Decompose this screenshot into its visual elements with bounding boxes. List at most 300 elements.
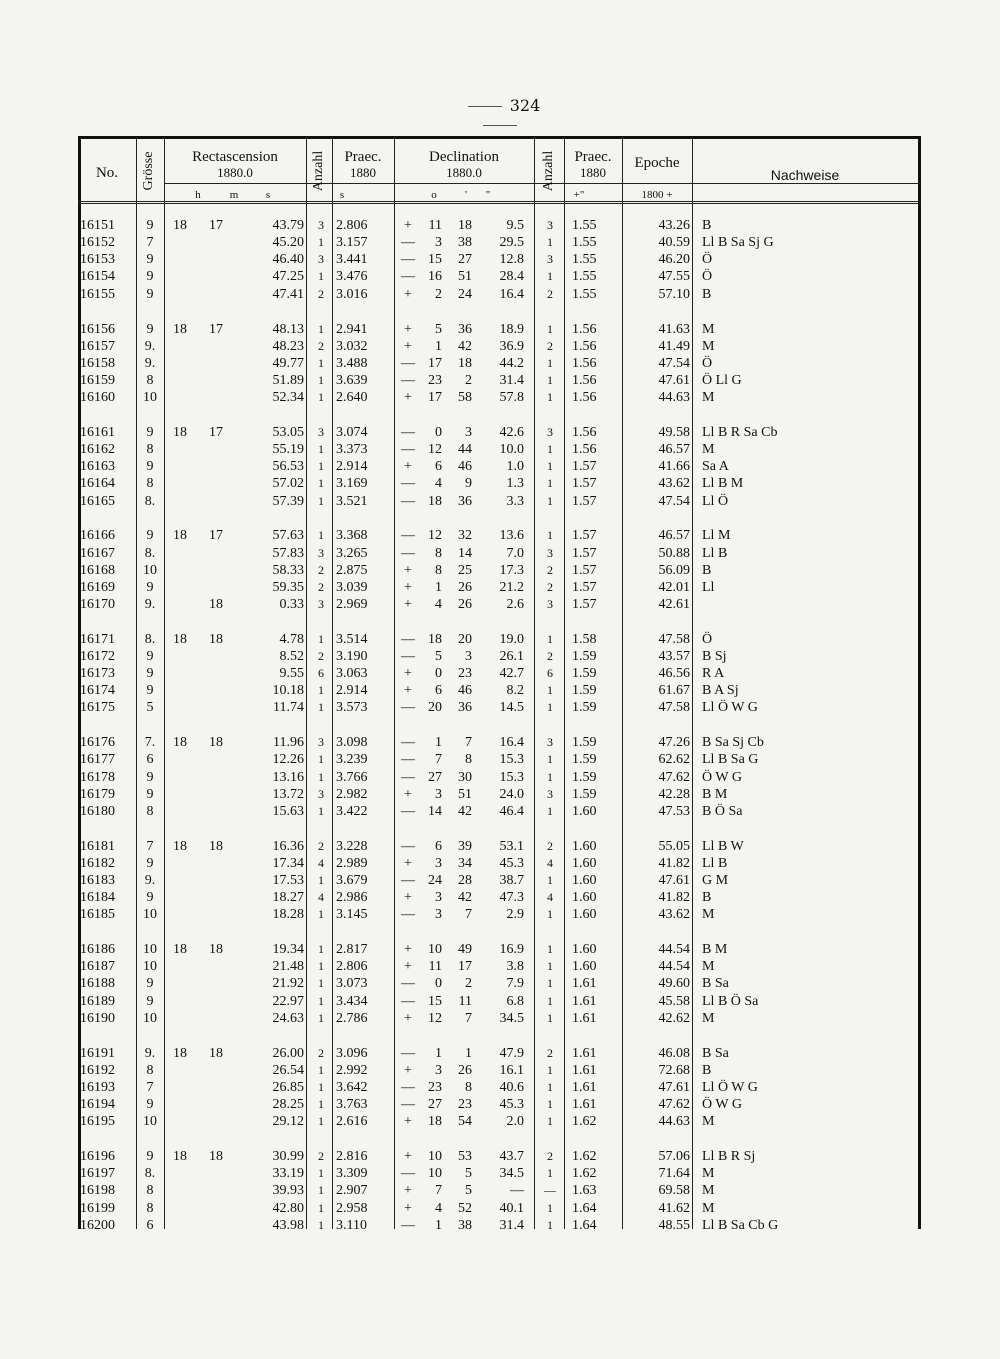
cell-nw: M <box>702 338 715 354</box>
cell-an2: 1 <box>547 993 553 1008</box>
cell-pr2: 1.60 <box>572 873 597 888</box>
cell-an: 3 <box>318 424 324 439</box>
cell-sg: + <box>404 1114 412 1130</box>
cell-an2: 1 <box>547 355 553 370</box>
cell-an: 1 <box>318 442 324 456</box>
cell-sg: — <box>401 648 415 664</box>
cell-ds: 7.9 <box>506 976 524 992</box>
cell-pr: 3.096 <box>336 1045 368 1061</box>
cell-ds: 13.6 <box>499 528 524 544</box>
cell-gr: 5 <box>146 700 154 716</box>
cell-no: 16157 <box>80 338 115 354</box>
cell-gr: 8. <box>144 631 156 647</box>
cell-pr: 3.016 <box>336 286 368 302</box>
cell-h: 18 <box>173 1149 187 1164</box>
cell-an2: 3 <box>547 735 553 750</box>
cell-ds: 9.5 <box>506 218 524 233</box>
col-header-decl-min: ' <box>465 189 467 201</box>
cell-ep: 47.62 <box>658 1097 690 1112</box>
table-row <box>78 906 921 923</box>
cell-gr: 8 <box>146 1183 154 1199</box>
cell-dd: 20 <box>428 700 442 716</box>
cell-pr2: 1.61 <box>572 976 597 992</box>
cell-dm: 44 <box>458 442 472 457</box>
cell-no: 16167 <box>80 545 115 561</box>
cell-no: 16173 <box>80 666 115 682</box>
table-row <box>78 1165 921 1182</box>
cell-an: 1 <box>318 321 324 336</box>
cell-dd: 14 <box>428 803 442 819</box>
cell-an: 2 <box>318 579 324 594</box>
cell-dm: 49 <box>458 942 472 958</box>
cell-an2: 1 <box>547 1010 553 1025</box>
cell-an: 6 <box>318 666 324 681</box>
cell-ep: 41.49 <box>658 338 690 354</box>
cell-an2: 1 <box>547 442 553 456</box>
cell-ds: 2.9 <box>506 907 524 923</box>
cell-pr: 3.373 <box>336 442 368 457</box>
cell-sg: — <box>401 355 415 371</box>
cell-ep: 49.58 <box>658 424 690 440</box>
cell-nw: Ll B M <box>702 476 744 492</box>
cell-s: 48.13 <box>272 321 304 337</box>
cell-m: 18 <box>209 1045 223 1061</box>
cell-nw: Ö <box>702 252 713 268</box>
cell-an2: 3 <box>547 424 553 439</box>
cell-dd: 3 <box>435 786 442 802</box>
cell-dd: 18 <box>428 1114 442 1130</box>
cell-gr: 9. <box>144 596 156 612</box>
cell-pr: 3.032 <box>336 338 368 354</box>
col-header-praec-year: 1880 <box>350 165 376 180</box>
cell-pr: 2.982 <box>336 786 368 802</box>
cell-ep: 45.58 <box>658 993 690 1009</box>
cell-an: 1 <box>318 528 324 543</box>
cell-ep: 47.61 <box>658 1079 690 1095</box>
cell-ds: 40.6 <box>499 1079 524 1095</box>
table-row <box>78 475 921 492</box>
cell-s: 43.79 <box>272 218 304 233</box>
cell-an: 1 <box>318 235 324 250</box>
cell-an: 1 <box>318 907 324 922</box>
cell-s: 46.40 <box>272 252 304 268</box>
cell-dd: 6 <box>435 459 442 475</box>
cell-s: 17.53 <box>272 873 304 888</box>
cell-an: 1 <box>318 976 324 991</box>
cell-an2: 2 <box>547 562 553 577</box>
table-row <box>78 1079 921 1096</box>
cell-an2: 6 <box>547 666 553 681</box>
cell-ds: 18.9 <box>499 321 524 337</box>
cell-ep: 44.54 <box>658 942 690 958</box>
cell-s: 55.19 <box>272 442 304 457</box>
cell-sg: — <box>401 424 415 440</box>
cell-an2: 1 <box>547 1079 553 1094</box>
table-row <box>78 803 921 820</box>
cell-no: 16196 <box>80 1149 115 1164</box>
cell-dm: 7 <box>465 735 472 751</box>
cell-sg: — <box>401 735 415 751</box>
cell-pr: 3.422 <box>336 803 368 819</box>
cell-pr2: 1.61 <box>572 1079 597 1095</box>
cell-dm: 5 <box>465 1183 472 1199</box>
cell-dm: 39 <box>458 838 472 854</box>
cell-gr: 10 <box>143 907 157 923</box>
col-header-groesse: Grösse <box>141 151 156 191</box>
cell-h: 18 <box>173 838 187 854</box>
cell-gr: 6 <box>146 752 154 768</box>
cell-pr2: 1.62 <box>572 1114 597 1130</box>
cell-no: 16181 <box>80 838 115 854</box>
cell-gr: 9 <box>146 252 154 268</box>
cell-ds: 36.9 <box>499 338 524 354</box>
cell-an2: 1 <box>547 321 553 336</box>
cell-pr: 3.265 <box>336 545 368 561</box>
cell-dm: 23 <box>458 1097 472 1112</box>
table-row <box>78 1148 921 1165</box>
cell-h: 18 <box>173 631 187 647</box>
cell-dm: 27 <box>458 252 472 268</box>
cell-nw: M <box>702 959 715 975</box>
cell-an: 1 <box>318 873 324 887</box>
cell-s: 9.55 <box>279 666 304 682</box>
cell-dm: 46 <box>458 459 472 475</box>
table-row <box>78 1217 921 1234</box>
cell-an: 2 <box>318 1045 324 1060</box>
cell-ep: 47.26 <box>658 735 690 751</box>
cell-no: 16152 <box>80 235 115 251</box>
cell-an: 1 <box>318 355 324 370</box>
cell-dm: 38 <box>458 1217 472 1233</box>
cell-pr2: 1.60 <box>572 890 597 906</box>
cell-gr: 8 <box>146 372 154 388</box>
cell-ep: 47.61 <box>658 372 690 388</box>
cell-sg: — <box>401 976 415 992</box>
cell-ep: 47.53 <box>658 803 690 819</box>
cell-an2: 1 <box>547 1097 553 1111</box>
cell-sg: — <box>401 873 415 888</box>
cell-ds: 10.0 <box>499 442 524 457</box>
cell-ep: 50.88 <box>658 545 690 561</box>
cell-dm: 28 <box>458 873 472 888</box>
cell-no: 16200 <box>80 1217 115 1233</box>
cell-ep: 49.60 <box>658 976 690 992</box>
cell-ep: 44.63 <box>658 390 690 405</box>
cell-gr: 10 <box>143 390 157 405</box>
cell-ep: 41.66 <box>658 459 690 475</box>
cell-pr: 3.766 <box>336 769 368 785</box>
cell-no: 16191 <box>80 1045 115 1061</box>
cell-an: 2 <box>318 1149 324 1163</box>
cell-an2: 4 <box>547 855 553 870</box>
cell-nw: B <box>702 890 712 906</box>
cell-an: 1 <box>318 803 324 818</box>
cell-pr: 3.098 <box>336 735 368 751</box>
cell-no: 16163 <box>80 459 115 475</box>
cell-dd: 3 <box>435 855 442 871</box>
cell-ep: 41.82 <box>658 855 690 871</box>
cell-ds: 3.3 <box>506 493 524 509</box>
cell-no: 16189 <box>80 993 115 1009</box>
cell-nw: B M <box>702 942 728 958</box>
cell-ds: 6.8 <box>506 993 524 1009</box>
cell-ds: 53.1 <box>499 838 524 854</box>
cell-sg: + <box>404 942 412 958</box>
cell-s: 57.02 <box>272 476 304 492</box>
cell-dm: 36 <box>458 493 472 509</box>
cell-pr2: 1.61 <box>572 1062 597 1078</box>
cell-an: 1 <box>318 1010 324 1025</box>
cell-dm: 53 <box>458 1149 472 1164</box>
cell-an2: 1 <box>547 752 553 767</box>
cell-gr: 9 <box>146 218 154 233</box>
table-row <box>78 1096 921 1113</box>
cell-an: 1 <box>318 942 324 957</box>
col-header-decl-sec: " <box>485 189 491 201</box>
cell-an2: 1 <box>547 700 553 715</box>
cell-pr2: 1.59 <box>572 786 597 802</box>
cell-ds: 46.4 <box>499 803 524 819</box>
cell-gr: 9 <box>146 1149 154 1164</box>
cell-ds: 14.5 <box>499 700 524 716</box>
cell-s: 13.72 <box>272 786 304 802</box>
cell-dm: 18 <box>458 355 472 371</box>
cell-an2: 2 <box>547 338 553 353</box>
rule-left <box>468 106 502 107</box>
cell-ep: 41.62 <box>658 1200 690 1216</box>
cell-ep: 47.58 <box>658 700 690 716</box>
cell-sg: + <box>404 786 412 802</box>
cell-ep: 46.56 <box>658 666 690 682</box>
cell-nw: B Sa <box>702 1045 729 1061</box>
cell-s: 30.99 <box>272 1149 304 1164</box>
cell-no: 16168 <box>80 562 115 578</box>
cell-no: 16169 <box>80 579 115 595</box>
page-number-text: 324 <box>509 96 541 115</box>
cell-nw: Ö <box>702 355 713 371</box>
table-row <box>78 1045 921 1062</box>
cell-an: 4 <box>318 890 324 905</box>
cell-ep: 47.54 <box>658 355 690 371</box>
col-header-decl: Declination <box>429 149 499 165</box>
cell-an: 1 <box>318 700 324 715</box>
cell-ep: 72.68 <box>658 1062 690 1078</box>
cell-no: 16190 <box>80 1010 115 1026</box>
cell-nw: Ll B <box>702 855 728 871</box>
col-header-decl-deg: o <box>431 189 437 201</box>
table-row <box>78 631 921 648</box>
cell-pr2: 1.56 <box>572 338 597 354</box>
cell-pr: 3.514 <box>336 631 368 647</box>
table-row <box>78 389 921 406</box>
cell-sg: + <box>404 959 412 975</box>
cell-pr: 2.907 <box>336 1183 368 1199</box>
cell-an: 1 <box>318 752 324 767</box>
cell-gr: 9 <box>146 424 154 440</box>
cell-gr: 9 <box>146 1097 154 1112</box>
cell-sg: + <box>404 1200 412 1216</box>
cell-dd: 5 <box>435 321 442 337</box>
cell-ds: 45.3 <box>499 1097 524 1112</box>
cell-pr: 3.642 <box>336 1079 368 1095</box>
table-row <box>78 234 921 251</box>
cell-dm: 8 <box>465 752 472 768</box>
cell-nw: Ö <box>702 631 713 647</box>
cell-an: 2 <box>318 338 324 353</box>
cell-no: 16183 <box>80 873 115 888</box>
cell-sg: — <box>401 769 415 785</box>
cell-dd: 1 <box>435 1045 442 1061</box>
cell-an: 1 <box>318 1183 324 1198</box>
cell-no: 16155 <box>80 286 115 302</box>
cell-dd: 17 <box>428 390 442 405</box>
cell-an2: 3 <box>547 786 553 801</box>
cell-gr: 9 <box>146 683 154 699</box>
cell-dm: 51 <box>458 786 472 802</box>
cell-dm: 34 <box>458 855 472 871</box>
cell-no: 16156 <box>80 321 115 337</box>
cell-no: 16165 <box>80 493 115 509</box>
cell-pr: 3.157 <box>336 235 368 251</box>
col-header-praec2: Praec. <box>574 149 612 165</box>
table-row <box>78 958 921 975</box>
cell-an2: 2 <box>547 648 553 663</box>
cell-no: 16159 <box>80 372 115 388</box>
cell-pr2: 1.57 <box>572 545 597 561</box>
cell-an: 1 <box>318 631 324 646</box>
cell-an2: 3 <box>547 252 553 267</box>
cell-no: 16199 <box>80 1200 115 1216</box>
cell-pr2: 1.57 <box>572 459 597 475</box>
cell-dd: 12 <box>428 442 442 457</box>
cell-dm: 51 <box>458 269 472 285</box>
cell-dm: 54 <box>458 1114 472 1130</box>
cell-ep: 43.62 <box>658 476 690 492</box>
cell-dm: 25 <box>458 562 472 578</box>
cell-pr: 2.941 <box>336 321 368 337</box>
page-number <box>440 96 560 134</box>
cell-dd: 4 <box>435 1200 442 1216</box>
cell-pr2: 1.59 <box>572 735 597 751</box>
cell-ds: 24.0 <box>499 786 524 802</box>
cell-an2: 1 <box>547 1217 553 1232</box>
table-row <box>78 1113 921 1130</box>
table-row <box>78 751 921 768</box>
star-catalogue-table <box>78 136 921 1233</box>
cell-sg: — <box>401 631 415 647</box>
cell-s: 33.19 <box>272 1166 304 1182</box>
cell-dm: 26 <box>458 579 472 595</box>
cell-nw: M <box>702 1200 715 1216</box>
cell-ds: 31.4 <box>499 372 524 388</box>
cell-ds: 16.9 <box>499 942 524 958</box>
cell-dd: 6 <box>435 683 442 699</box>
cell-pr2: 1.60 <box>572 959 597 975</box>
col-header-ra-s: s <box>265 189 271 201</box>
cell-gr: 8. <box>144 493 156 509</box>
table-row <box>78 527 921 544</box>
cell-no: 16195 <box>80 1114 115 1130</box>
cell-pr: 3.228 <box>336 838 368 854</box>
cell-s: 52.34 <box>272 390 304 405</box>
cell-gr: 8 <box>146 1062 154 1078</box>
cell-nw: M <box>702 907 715 923</box>
cell-dm: 58 <box>458 390 472 405</box>
cell-ds: 31.4 <box>499 1217 524 1233</box>
cell-dd: 27 <box>428 1097 442 1112</box>
col-header-praec: Praec. <box>344 149 382 165</box>
cell-pr2: 1.57 <box>572 493 597 509</box>
table-row <box>78 665 921 682</box>
col-header-ra-epoch: 1880.0 <box>217 165 253 180</box>
cell-pr: 3.488 <box>336 355 368 371</box>
cell-gr: 9 <box>146 666 154 682</box>
cell-gr: 9 <box>146 976 154 992</box>
cell-nw: M <box>702 1183 715 1199</box>
cell-pr: 3.190 <box>336 648 368 664</box>
cell-sg: + <box>404 286 412 302</box>
cell-ep: 41.82 <box>658 890 690 906</box>
cell-an2: 1 <box>547 528 553 543</box>
cell-ds: 57.8 <box>499 390 524 405</box>
cell-s: 39.93 <box>272 1183 304 1199</box>
cell-dd: 8 <box>435 545 442 561</box>
cell-ds: 21.2 <box>499 579 524 595</box>
table-row <box>78 769 921 786</box>
cell-ds: 26.1 <box>499 648 524 664</box>
cell-ep: 46.57 <box>658 528 690 544</box>
cell-dm: 2 <box>465 372 472 388</box>
table-row <box>78 855 921 872</box>
table-row <box>78 975 921 992</box>
cell-dm: 42 <box>458 890 472 906</box>
cell-ep: 46.20 <box>658 252 690 268</box>
cell-nw: Ll B R Sj <box>702 1149 756 1164</box>
cell-dm: 18 <box>458 218 472 233</box>
cell-sg: + <box>404 855 412 871</box>
cell-s: 11.74 <box>273 700 304 716</box>
cell-pr: 2.992 <box>336 1062 368 1078</box>
cell-no: 16164 <box>80 476 115 492</box>
cell-gr: 9 <box>146 579 154 595</box>
table-row <box>78 872 921 889</box>
cell-s: 21.48 <box>272 959 304 975</box>
cell-gr: 8 <box>146 803 154 819</box>
cell-s: 11.96 <box>273 735 304 751</box>
cell-pr: 2.816 <box>336 1149 368 1164</box>
cell-pr2: 1.59 <box>572 769 597 785</box>
cell-dm: 42 <box>458 338 472 354</box>
cell-an2: 2 <box>547 838 553 853</box>
cell-s: 49.77 <box>272 355 304 371</box>
cell-pr2: 1.55 <box>572 252 597 268</box>
cell-nw: Ll B Sa Cb G <box>702 1217 779 1233</box>
cell-dd: 12 <box>428 528 442 544</box>
table-row <box>78 1200 921 1217</box>
cell-pr: 2.817 <box>336 942 368 958</box>
table-row <box>78 786 921 803</box>
cell-ep: 55.05 <box>658 838 690 854</box>
cell-an: 2 <box>318 562 324 577</box>
cell-sg: — <box>401 493 415 509</box>
col-header-nachweise: Nachweise <box>770 167 840 183</box>
cell-dd: 3 <box>435 1062 442 1078</box>
table-row <box>78 596 921 613</box>
cell-an2: 2 <box>547 1149 553 1163</box>
cell-dm: 11 <box>458 993 472 1009</box>
cell-s: 53.05 <box>272 424 304 440</box>
cell-an: 1 <box>318 390 324 404</box>
